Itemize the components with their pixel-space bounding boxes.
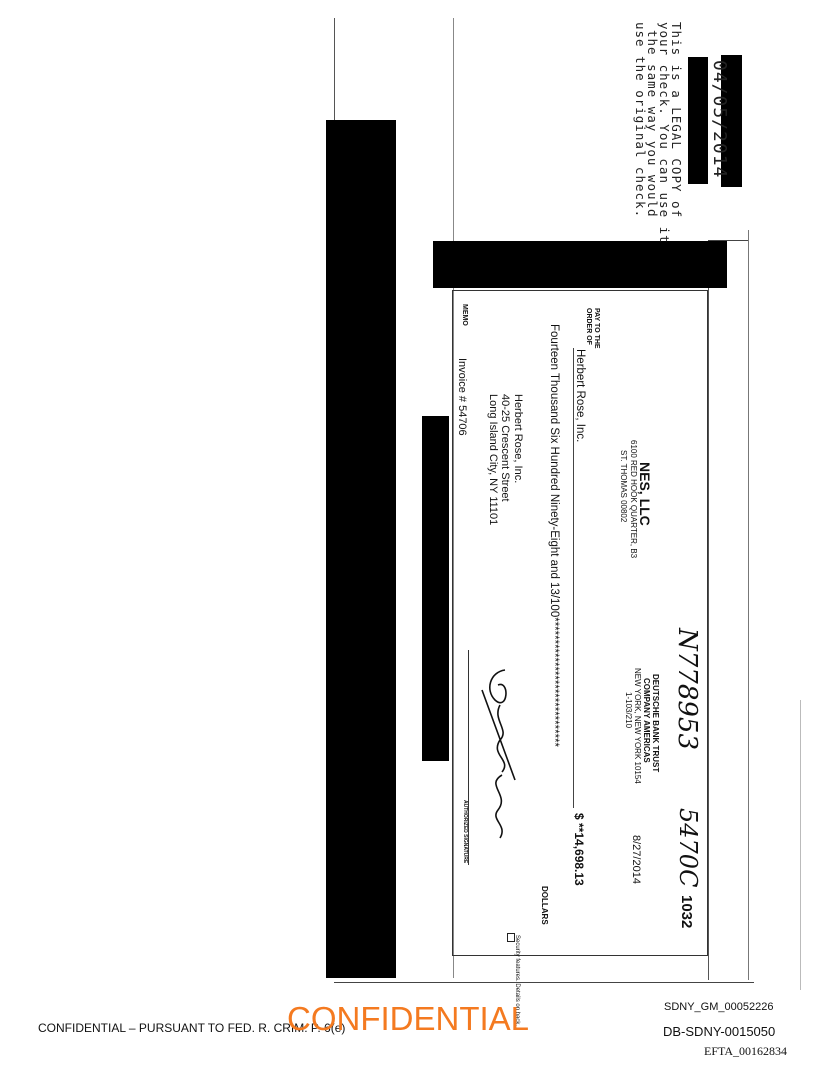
payer-address: 6100 RED HOOK QUARTER, B3: [629, 440, 638, 559]
payee-address-line: 40-25 Crescent Street: [499, 394, 512, 502]
redaction-bar: [433, 241, 727, 288]
routing-fraction: 1-103/210: [624, 692, 633, 729]
payer-name: NES, LLC: [637, 462, 653, 526]
footer-confidential-notice: CONFIDENTIAL – PURSUANT TO FED. R. CRIM. P. 6(e): [38, 1021, 346, 1035]
bank-name: COMPANY AMERICAS: [642, 678, 651, 763]
memo-value: Invoice # 54706: [456, 358, 468, 436]
pay-to-label: [584, 308, 600, 349]
security-note: Security features. Details on back.: [514, 935, 520, 1027]
signature-line: [468, 650, 469, 865]
bank-address: NEW YORK, NEW YORK 10154: [633, 668, 642, 784]
check-number: 1032: [678, 895, 695, 929]
scan-line-right: [708, 240, 709, 980]
payee-address-line: Herbert Rose, Inc.: [512, 394, 524, 484]
legal-copy-note: [634, 22, 682, 244]
scan-line-bottom: [334, 982, 754, 983]
scan-line-left: [334, 18, 335, 128]
payee-address-block: [487, 394, 525, 525]
legal-note-line: your check. You can use it: [657, 22, 672, 244]
payee-name: Herbert Rose, Inc.: [574, 349, 586, 443]
signature-label: AUTHORIZED SIGNATURE: [462, 800, 468, 864]
check-amount: $ **14,698.13: [572, 813, 586, 886]
security-icon: [507, 933, 515, 942]
redaction-bar: [422, 416, 449, 761]
legal-note-line: This is a LEGAL COPY of: [669, 22, 684, 219]
legal-note-line: use the original check.: [633, 22, 648, 219]
pay-to-label-line: PAY TO THE: [593, 308, 600, 349]
bates-number: DB-SDNY-0015050: [663, 1024, 776, 1039]
handwritten-code: 5470C: [674, 808, 702, 888]
confidential-stamp: CONFIDENTIAL: [287, 1000, 530, 1037]
payer-address: ST. THOMAS 00802: [619, 450, 628, 523]
redaction-bar: [326, 120, 396, 978]
redaction-bar: [688, 57, 708, 184]
bank-block: [624, 668, 660, 784]
bates-number: EFTA_00162834: [704, 1044, 788, 1058]
handwritten-number: N778953: [672, 628, 702, 751]
payer-block: [618, 440, 652, 558]
payee-line: [573, 348, 574, 808]
scan-line-edge: [800, 700, 801, 990]
payee-address-line: Long Island City, NY 11101: [487, 394, 499, 526]
pay-to-label-line: ORDER OF: [585, 308, 592, 345]
legal-note-line: the same way you would: [645, 30, 660, 218]
scan-line-far-right: [748, 230, 749, 980]
bank-name: DEUTSCHE BANK TRUST: [651, 674, 660, 773]
dollars-label: DOLLARS: [540, 886, 549, 925]
check-date: 8/27/2014: [630, 835, 642, 884]
bates-number: SDNY_GM_00052226: [664, 1001, 774, 1013]
signature: [470, 660, 520, 860]
memo-label: MEMO: [461, 304, 468, 326]
stamp-date: 04/05/2014: [709, 60, 730, 179]
amount-words: Fourteen Thousand Six Hundred Ninety-Eight and 13/100*****************************: [548, 324, 560, 748]
